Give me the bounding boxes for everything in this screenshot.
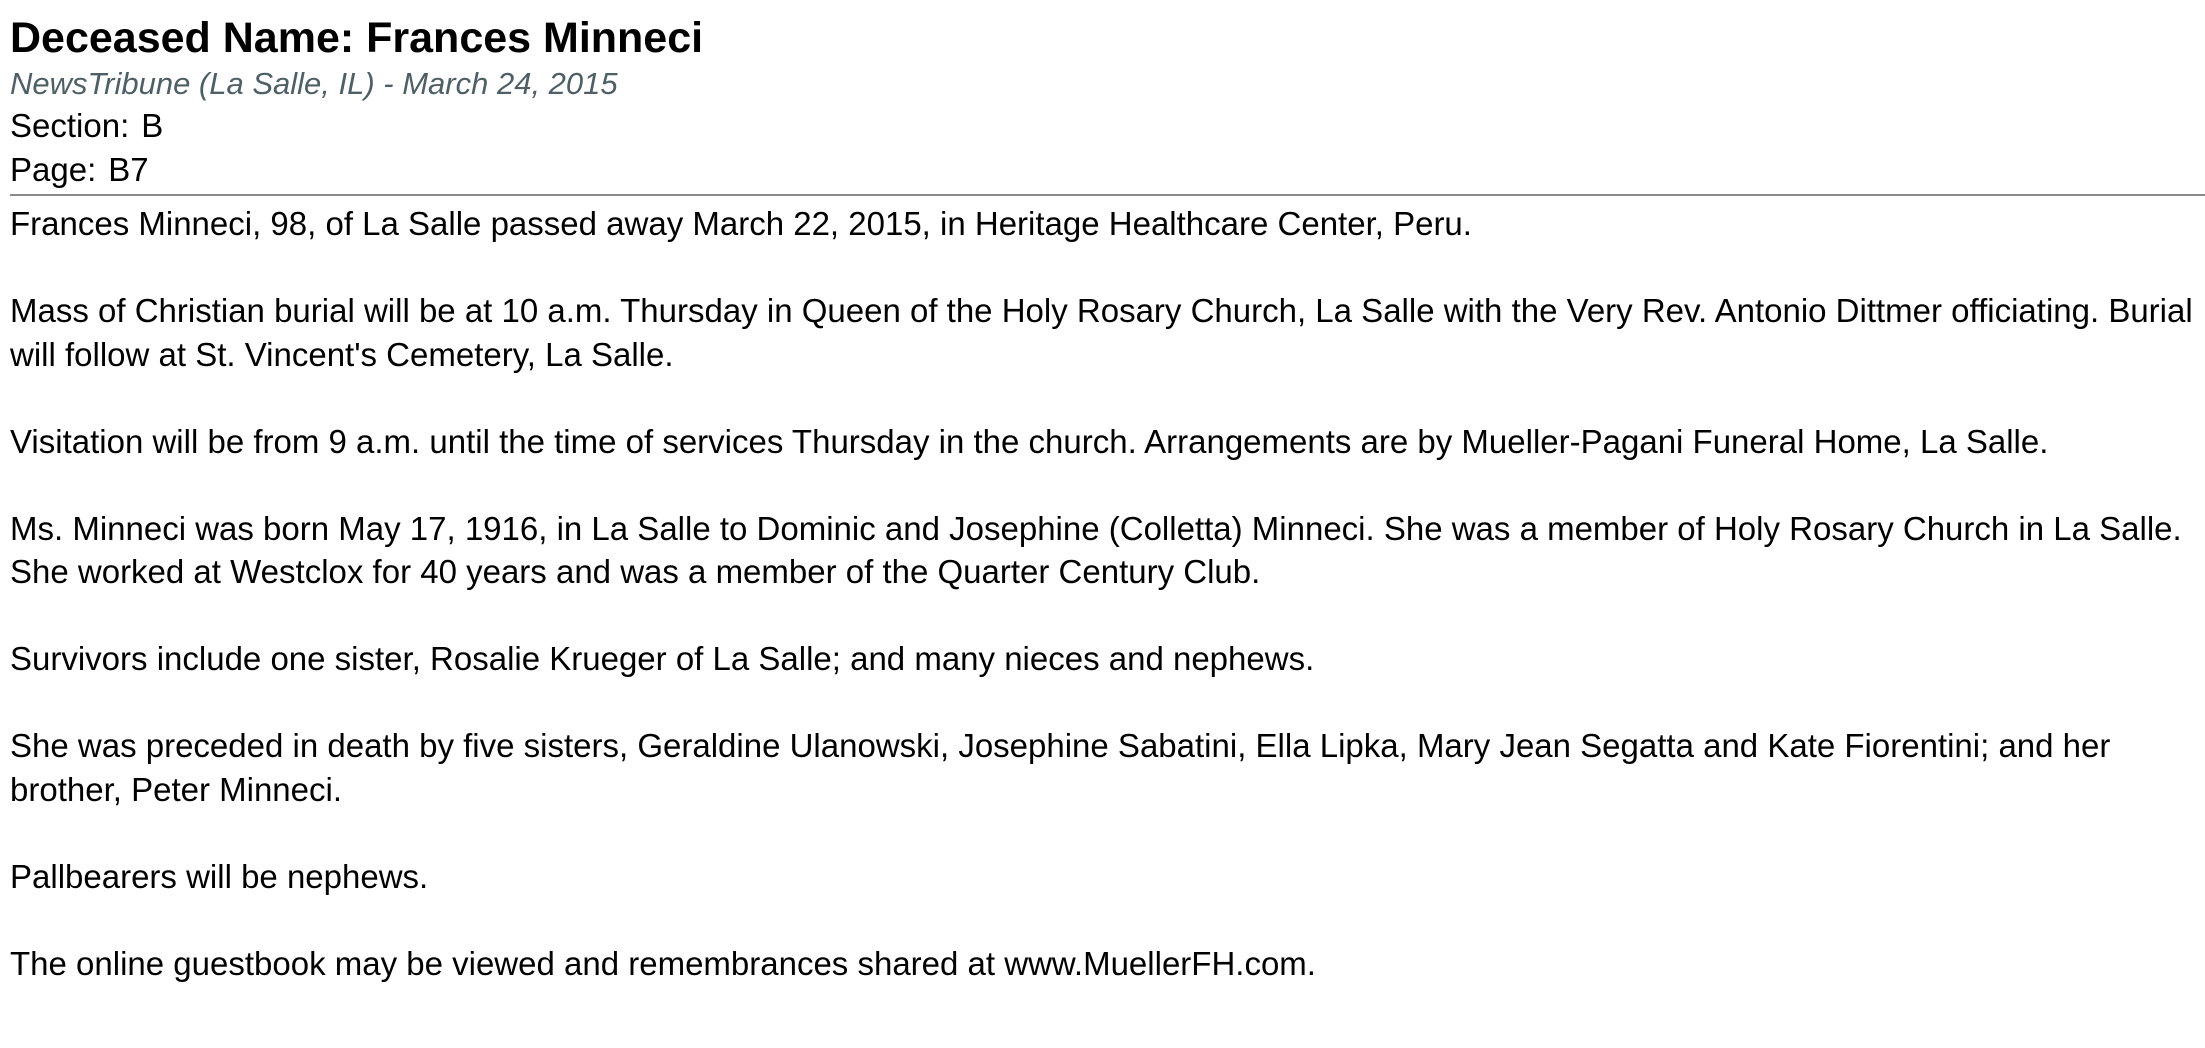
- paragraph: Mass of Christian burial will be at 10 a.m. Thursday in Queen of the Holy Rosary Church, La Salle with the Very Rev. Antonio Dittmer officiating. Burial will follow at St. Vincent's Cemetery, La Salle.: [10, 292, 2193, 373]
- section-label: Section:: [10, 107, 130, 144]
- page-line: [10, 148, 2195, 192]
- paragraph: She was preceded in death by five sisters, Geraldine Ulanowski, Josephine Sabatini, Ella Lipka, Mary Jean Segatta and Kate Fiorentini; and her brother, Peter Minneci.: [10, 727, 2111, 808]
- page-label: Page:: [10, 151, 97, 188]
- source-line: NewsTribune (La Salle, IL) - March 24, 2015: [10, 66, 618, 101]
- page-value: B7: [108, 151, 149, 188]
- deceased-name-title: Deceased Name: Frances Minneci: [10, 14, 704, 62]
- document-header: [10, 12, 2195, 192]
- obituary-body: [10, 202, 2195, 985]
- section-line: [10, 104, 2195, 148]
- paragraph: Visitation will be from 9 a.m. until the time of services Thursday in the church. Arrangements are by Mueller-Pagani Funeral Home, La Salle.: [10, 422, 2049, 460]
- paragraph: Survivors include one sister, Rosalie Krueger of La Salle; and many nieces and nephews.: [10, 640, 1315, 677]
- section-value: B: [141, 107, 164, 144]
- paragraph: Frances Minneci, 98, of La Salle passed away March 22, 2015, in Heritage Healthcare Center, Peru.: [10, 205, 1472, 242]
- paragraph: Pallbearers will be nephews.: [10, 857, 429, 895]
- paragraph: Ms. Minneci was born May 17, 1916, in La Salle to Dominic and Josephine (Colletta) Minneci. She was a member of Holy Rosary Church in La Salle. She worked at Westclox for 40 years and was a member of the Quarter Century Club.: [10, 509, 2182, 590]
- paragraph: The online guestbook may be viewed and remembrances shared at www.MuellerFH.com.: [10, 944, 1316, 982]
- header-divider: [10, 194, 2205, 196]
